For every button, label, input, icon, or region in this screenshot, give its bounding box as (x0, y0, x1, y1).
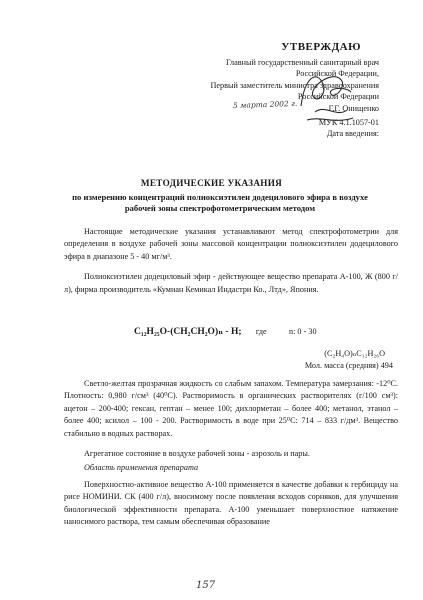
structural-formula (134, 326, 317, 337)
paragraph-properties: Светло-желтая прозрачная жидкость со слабым запахом. Температура замерзания: -12⁰С. Плотность: 0,980 г/см³ (40⁰С). Растворимость в органических растворителях (г/100 см³): ацетон – 200-400; гексан, гептан – менее 100; дихлорметан – более 400; метанол, этанол – более 400; ксилол – 100 - 200. Растворимость в воде при 25⁰С: 714 – 833 г/дм³. Вещество стабильно в водных растворах. (64, 379, 398, 438)
paragraph-application: Поверхностно-активное вещество А-100 применяется в качестве добавки к гербициду на рисе НОМИНИ. СК (400 г/л), вносимому после появления всходов сорняков, для улучшения биологической эффективности препарата. А-100 уменьшает поверхностное натяжение наносимого раствора, тем самым обеспечивая образование (64, 479, 398, 527)
body-block-2 (64, 378, 398, 536)
paragraph-application-title: Область применения препарата (84, 463, 199, 473)
approval-line-3: Первый заместитель министра здравоохранения (210, 80, 379, 90)
formula-where: где (255, 327, 267, 336)
document-subheading (60, 192, 380, 214)
body-block-1 (64, 226, 398, 304)
formula-main: C₁₂H₂₅O-(CH₂CH₂O)ₙ - H; (134, 327, 242, 337)
subheading-line-2: рабочей зоны спектрофотометрическим методом (124, 203, 316, 213)
paragraph-substance: Полиоксиэтилен додециловый эфир - действующее вещество препарата А-100, Ж (800 г/л), фирма производитель «Кумиан Кемикал Индастри Ко., Лтд», Япония. (64, 272, 398, 294)
approval-line-4: Российской Федерации (297, 92, 379, 102)
subheading-line-1: по измерению концентраций полиоксиэтилен додецилового эфира в воздухе (72, 192, 368, 202)
molecular-mass: Мол. масса (средняя) 494 (304, 361, 393, 370)
brutto-formula: (C₂H₄O)ₙC₁₂H₂₆O (324, 349, 385, 358)
formula-n-range: n: 0 - 30 (289, 327, 317, 336)
approval-line-2: Российской Федерации, (295, 69, 379, 79)
approval-line-1: Главный государственный санитарный врач (225, 57, 379, 67)
approval-title: УТВЕРЖДАЮ (281, 41, 361, 53)
paragraph-aggregate-state: Агрегатное состояние в воздухе рабочей зоны - аэрозоль и пары. (84, 449, 310, 459)
approval-signer: Г.Г. Онищенко (328, 103, 379, 113)
approval-mu-number: МУК 4.1.1057-01 (318, 117, 379, 127)
signature-icon (295, 66, 357, 126)
handwritten-date: 5 марта 2002 г. (232, 98, 298, 111)
page-number: 157 (196, 580, 216, 591)
document-heading: МЕТОДИЧЕСКИЕ УКАЗАНИЯ (140, 178, 283, 188)
approval-date-label: Дата введения: (326, 129, 379, 139)
paragraph-scope: Настоящие методические указания устанавливают метод спектрофотометрии для определения в воздухе рабочей зоны массовой концентрации полиоксиэтилен додецилового эфира в диапазоне 5 - 40 мг/м³. (64, 227, 398, 261)
